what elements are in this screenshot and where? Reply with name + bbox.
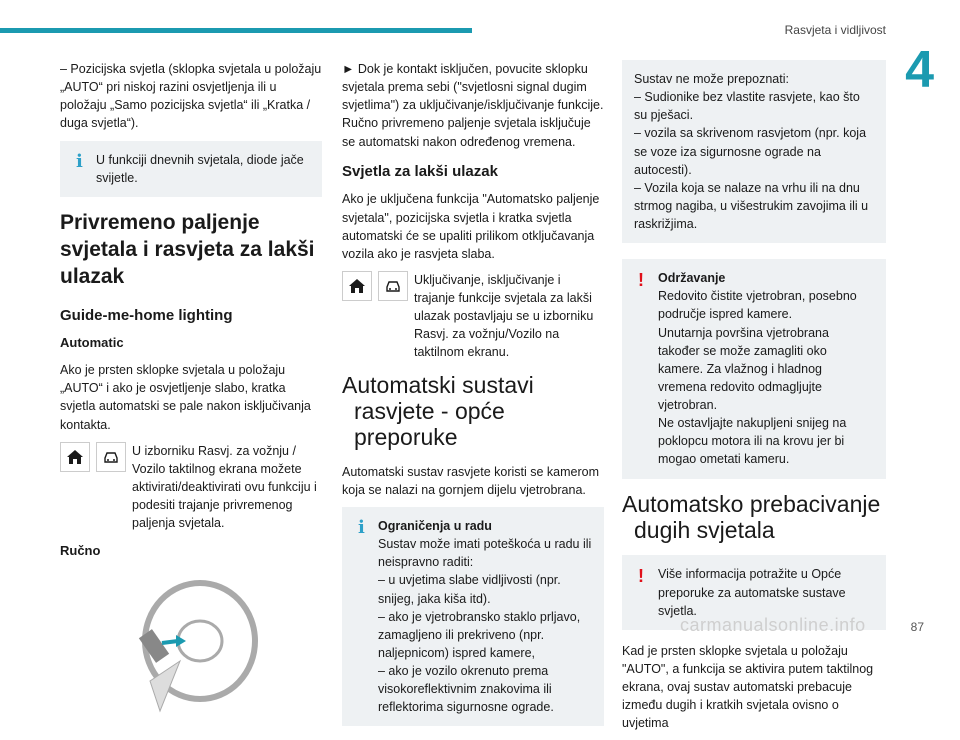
section-heading-large (342, 372, 604, 451)
info-icon: i (76, 150, 83, 172)
warning-text: Redovito čistite vjetrobran, posebno područje ispred kamere. Unutarnja površina vjetrobrana također se može zamagliti oko kamere. Za vlažnog i hladnog vremena redovito odmagljujte vjetrobran. Ne ostavljajte nakupljeni snijeg na poklopcu motora ili na krovu jer bi mogao ometati kameru. (658, 289, 857, 467)
car-settings-icon (96, 442, 126, 472)
paragraph: U izborniku Rasvj. za vožnju / Vozilo taktilnog ekrana možete aktivirati/deaktivirati ovu funkciju i podesiti trajanje privremenog paljenja svjetala. (132, 443, 317, 531)
watermark: carmanualsonline.info (680, 614, 866, 635)
info-box (60, 141, 322, 197)
warning-text: Više informacija potražite u Opće preporuke za automatske sustave svjetla. (658, 567, 846, 618)
info-icon: i (358, 517, 365, 539)
info-text: Sustav može imati poteškoća u radu ili neispravno raditi: – u uvjetima slabe vidljivosti (npr. snijeg, jaka kiša itd). – ako je vjetrobransko staklo prljavo, zamagljeno ili prekriveno (npr. naljepnicom) ispred kamere, – ako je vozilo okrenuto prema visokoreflektivnim znakovima ili reflektorima sigurnosne ograde. (378, 537, 592, 715)
column-1 (60, 60, 322, 726)
chapter-number: 4 (905, 41, 934, 99)
section-heading: Privremeno paljenje svjetala i rasvjeta za lakši ulazak (60, 210, 315, 289)
warning-icon: ! (638, 270, 644, 291)
warning-box (622, 259, 886, 478)
steering-wheel-illustration (110, 571, 322, 726)
paragraph: Kad je prsten sklopke svjetala u položaju "AUTO", a funkcija se aktivira putem taktilnog ekrana, ovaj sustav automatski prebacuje između dugih i kratkih svjetala ovisno o uvjetima (622, 643, 874, 731)
paragraph: Ako je prsten sklopke svjetala u položaju „AUTO“ i ako je osvjetljenje slabo, kratka svjetla automatski se pale nakon isključivanja kontakta. (60, 363, 311, 432)
paragraph: – Pozicijska svjetla (sklopka svjetala u položaju „AUTO“ pri niskoj razini osvjetljenja ili u položaju „Samo pozicijska svjetla“ ili „Kratka / duga svjetla“). (60, 62, 322, 131)
paragraph: Automatski sustav rasvjete koristi se kamerom koja se nalazi na gornjem dijelu vjetrobrana. (342, 464, 600, 497)
home-icon (60, 442, 90, 472)
icon-row (60, 442, 322, 533)
note-box: Sustav ne može prepoznati: – Sudionike bez vlastite rasvjete, kao što su pješaci. – vozila sa skrivenom rasvjetom (npr. koja se voze iza sigurnosne ograde na autocesti). – Vozila koja se nalaze na vrhu ili na dnu strmog nagiba, u višestrukim zavojima ili u raskrižjima. (622, 60, 886, 243)
warning-icon: ! (638, 566, 644, 587)
column-3 (622, 60, 886, 740)
page-number: 87 (910, 619, 924, 634)
minor-heading: Ručno (60, 543, 101, 559)
info-title: Ograničenja u radu (378, 519, 492, 534)
icon-row (342, 271, 604, 362)
warning-title: Održavanje (658, 271, 726, 286)
header-accent-bar (0, 28, 472, 33)
info-text: U funkciji dnevnih svjetala, diode jače svijetle. (96, 152, 304, 185)
section-heading-large (622, 491, 886, 544)
subheading: Guide-me-home lighting (60, 306, 233, 324)
heading-line: Automatsko prebacivanje (622, 490, 881, 517)
paragraph: Uključivanje, isključivanje i trajanje funkcije svjetala za lakši ulazak postavljaju se u izborniku Rasvj. za vožnju/Vozilo na taktilnom ekranu. (414, 272, 594, 360)
section-title: Rasvjeta i vidljivost (784, 23, 886, 37)
heading-line: Automatski sustavi (342, 371, 534, 398)
paragraph: Ako je uključena funkcija "Automatsko paljenje svjetala", pozicijska svjetla i kratka svjetla automatski će se upaliti prilikom otključavanja vozila ako je rasvjeta slaba. (342, 192, 600, 261)
column-2 (342, 60, 604, 738)
heading-line: rasvjete - opće preporuke (354, 397, 505, 451)
paragraph: ► Dok je kontakt isključen, povucite sklopku svjetala prema sebi ("svjetlosni signal dugim svjetlima") za uključivanje/isključivanje funkcije. Ručno privremeno paljenje svjetala isključuje se automatski nakon određenog vremena. (342, 62, 604, 149)
car-settings-icon (378, 271, 408, 301)
info-box (342, 507, 604, 726)
subheading: Svjetla za lakši ulazak (342, 162, 498, 180)
minor-heading: Automatic (60, 335, 124, 351)
heading-line: dugih svjetala (634, 516, 775, 543)
home-icon (342, 271, 372, 301)
